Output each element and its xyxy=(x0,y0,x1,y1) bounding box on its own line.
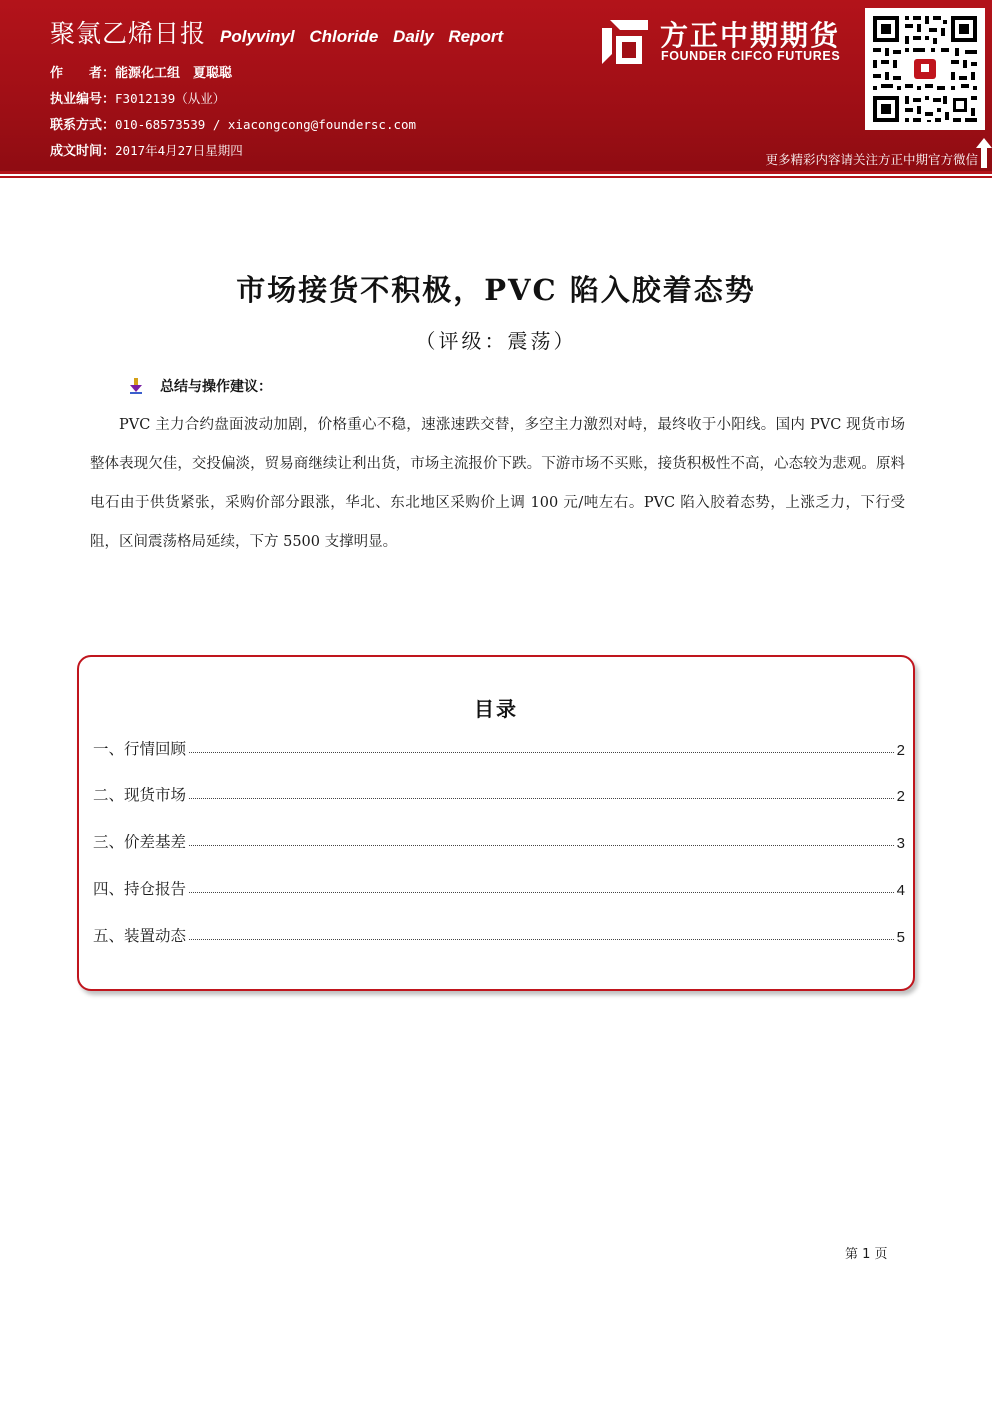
toc-item-label: 四、持仓报告 xyxy=(93,880,187,898)
toc-leader-dots xyxy=(189,892,894,893)
date-label: 成文时间： xyxy=(50,144,116,159)
qr-code-icon xyxy=(865,8,985,130)
license-line xyxy=(50,88,225,107)
company-logo xyxy=(602,14,858,70)
toc-item-label: 三、价差基差 xyxy=(93,833,187,851)
toc-item[interactable] xyxy=(93,781,905,805)
wechat-follow-note: 更多精彩内容请关注方正中期官方微信 xyxy=(765,152,978,167)
summary-paragraph: PVC 主力合约盘面波动加剧，价格重心不稳，速涨速跌交替，多空主力激烈对峙，最终收于小阳线。国内 PVC 现货市场整体表现欠佳，交投偏淡，贸易商继续让利出货，市场主流报价下跌。下游市场不买账，接货积极性不高，心态较为悲观。原料电石由于供货紧张，采购价部分跟涨，华北、东北地区采购价上调 100 元/吨左右。PVC 陷入胶着态势，上涨乏力，下行受阻，区间震荡格局延续，下方 5500 支撑明显。 xyxy=(90,417,905,550)
license-value: F3012139（从业） xyxy=(115,91,226,106)
summary-heading-text: 总结与操作建议： xyxy=(160,379,272,395)
toc-item-label: 五、装置动态 xyxy=(93,927,187,945)
header-divider xyxy=(0,171,992,174)
toc-item-page: 3 xyxy=(896,835,905,852)
toc-item-page: 2 xyxy=(896,788,905,805)
toc-item[interactable] xyxy=(93,922,905,946)
author-value: 能源化工组 夏聪聪 xyxy=(115,66,233,81)
summary-heading xyxy=(128,376,272,396)
page-number: 第 1 页 xyxy=(845,1247,888,1262)
header-divider-thin xyxy=(0,176,992,178)
arrow-up-icon xyxy=(976,138,992,168)
toc-leader-dots xyxy=(189,752,894,753)
toc-item-page: 4 xyxy=(896,882,905,899)
toc-item-page: 2 xyxy=(896,742,905,759)
contact-value: 010-68573539 / xiacongcong@foundersc.com xyxy=(115,117,417,132)
author-line xyxy=(50,62,232,81)
report-title-cn: 聚氯乙烯日报 xyxy=(50,19,207,48)
toc-leader-dots xyxy=(189,798,894,799)
toc-item[interactable] xyxy=(93,828,905,852)
logo-text-cn: 方正中期期货 xyxy=(660,19,841,52)
toc-item-page: 5 xyxy=(896,929,905,946)
wechat-qr-code xyxy=(865,8,985,130)
report-main-title: 市场接货不积极，PVC 陷入胶着态势 xyxy=(236,273,756,307)
toc-item-label: 二、现货市场 xyxy=(93,786,187,804)
toc-item[interactable] xyxy=(93,735,905,759)
toc-leader-dots xyxy=(189,845,894,846)
toc-item[interactable] xyxy=(93,875,905,899)
founder-logo-icon xyxy=(602,16,648,64)
contact-label: 联系方式： xyxy=(50,118,116,133)
author-label: 作 者： xyxy=(50,66,116,81)
toc-leader-dots xyxy=(189,939,894,940)
license-label: 执业编号： xyxy=(50,92,116,107)
logo-text-en: FOUNDER CIFCO FUTURES xyxy=(661,49,841,63)
contact-line xyxy=(50,114,416,133)
date-value: 2017年4月27日星期四 xyxy=(115,143,243,158)
toc-item-label: 一、行情回顾 xyxy=(93,740,187,758)
toc-title: 目录 xyxy=(474,697,518,721)
header-band xyxy=(0,0,992,171)
report-title-en: Polyvinyl Chloride Daily Report xyxy=(220,27,504,46)
report-title xyxy=(50,14,503,54)
date-line xyxy=(50,140,243,159)
report-rating: （评级：震荡） xyxy=(415,329,577,353)
bullet-arrow-icon xyxy=(128,378,144,394)
table-of-contents xyxy=(77,655,915,991)
